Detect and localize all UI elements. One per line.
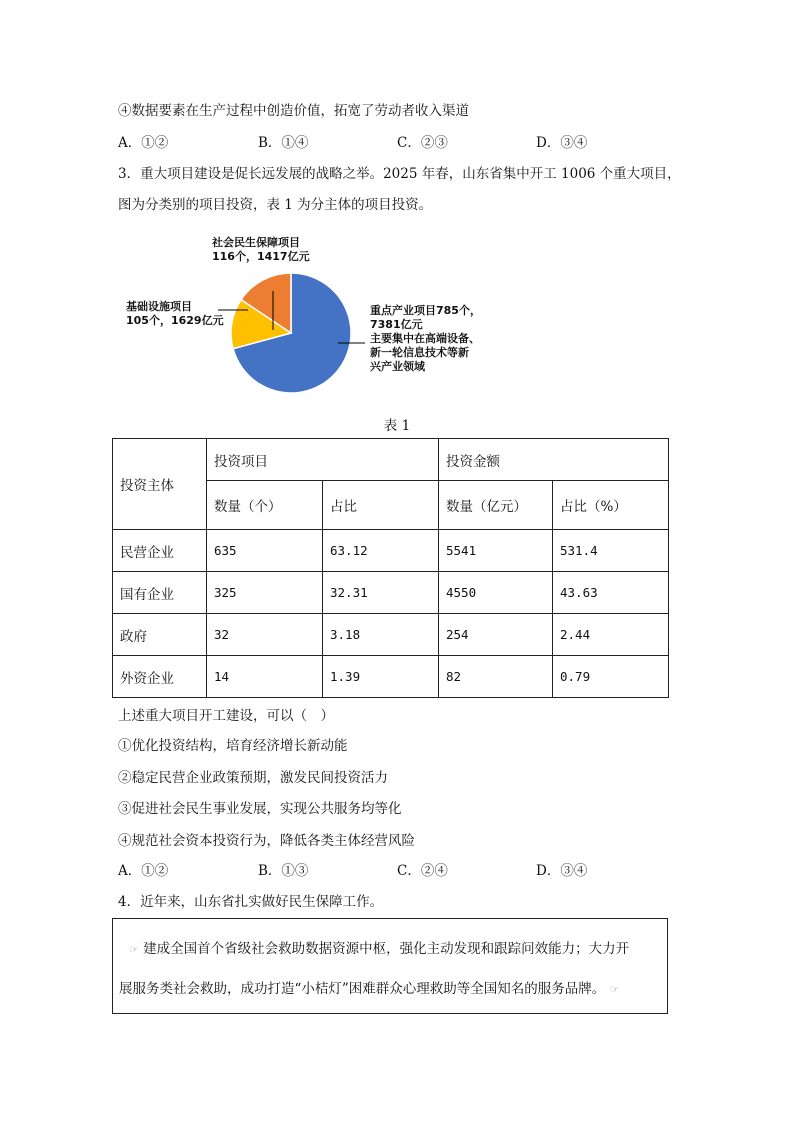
table-row bbox=[113, 572, 669, 614]
label-key-amount: 7381亿元 bbox=[370, 318, 423, 331]
table-row bbox=[113, 530, 669, 572]
cell-count-share: 1.39 bbox=[323, 656, 439, 698]
q3-stem-line2: 图为分类别的项目投资，表 1 为分主体的项目投资。 bbox=[118, 197, 433, 213]
label-infra-name: 基础设施项目 bbox=[126, 300, 192, 313]
q3-options bbox=[118, 861, 638, 881]
cell-amount-share: 43.63 bbox=[553, 572, 669, 614]
label-social bbox=[212, 236, 310, 264]
q4-box-line2 bbox=[119, 977, 619, 997]
q4-material-box bbox=[112, 918, 668, 1014]
cell-amount-share: 0.79 bbox=[553, 656, 669, 698]
q3-option-c[interactable]: C．②④ bbox=[397, 863, 448, 879]
q4-stem: 4．近年来，山东省扎实做好民生保障工作。 bbox=[118, 894, 384, 910]
pie-chart bbox=[200, 255, 380, 405]
hand-pointer-icon: ☞ bbox=[129, 943, 139, 956]
label-social-value: 116个，1417亿元 bbox=[212, 250, 310, 263]
cell-subject: 国有企业 bbox=[113, 572, 207, 614]
q3-stem-line1: 3．重大项目建设是促长远发展的战略之举。2025 年春，山东省集中开工 1006 个重大项目， bbox=[118, 166, 681, 182]
label-key-count: 重点产业项目785个， bbox=[370, 304, 481, 317]
cell-count-share: 3.18 bbox=[323, 614, 439, 656]
q3-item1: ①优化投资结构，培育经济增长新动能 bbox=[118, 738, 348, 754]
subheader-amount-share: 占比（%） bbox=[553, 481, 669, 530]
cell-amount: 82 bbox=[439, 656, 553, 698]
cell-amount: 254 bbox=[439, 614, 553, 656]
q3-item3: ③促进社会民生事业发展，实现公共服务均等化 bbox=[118, 801, 402, 817]
subheader-amount: 数量（亿元） bbox=[439, 481, 553, 530]
cell-count: 14 bbox=[207, 656, 323, 698]
cell-count: 32 bbox=[207, 614, 323, 656]
label-infra bbox=[126, 300, 224, 328]
label-key-note-2: 新一轮信息技术等新 bbox=[370, 346, 469, 359]
label-key bbox=[370, 304, 481, 374]
q2-item4: ④数据要素在生产过程中创造价值，拓宽了劳动者收入渠道 bbox=[118, 103, 469, 119]
cell-count-share: 32.31 bbox=[323, 572, 439, 614]
q2-option-a[interactable]: A．①② bbox=[118, 135, 169, 151]
cell-count: 635 bbox=[207, 530, 323, 572]
cell-amount: 5541 bbox=[439, 530, 553, 572]
header-amount: 投资金额 bbox=[439, 439, 669, 481]
cell-amount-share: 2.44 bbox=[553, 614, 669, 656]
q2-option-c[interactable]: C．②③ bbox=[397, 135, 448, 151]
q4-box-text1: 建成全国首个省级社会救助数据资源中枢，强化主动发现和跟踪问效能力；大力开 bbox=[143, 941, 630, 957]
subheader-count-share: 占比 bbox=[323, 481, 439, 530]
table-caption: 表 1 bbox=[383, 418, 411, 434]
q3-question: 上述重大项目开工建设，可以（ ） bbox=[118, 708, 334, 724]
cell-amount-share: 531.4 bbox=[553, 530, 669, 572]
label-infra-value: 105个，1629亿元 bbox=[126, 314, 224, 327]
label-key-note-3: 兴产业领域 bbox=[370, 360, 425, 373]
q4-box-text2: 展服务类社会救助，成功打造“小桔灯”困难群众心理救助等全国知名的服务品牌。 bbox=[119, 981, 606, 997]
q3-item4: ④规范社会资本投资行为，降低各类主体经营风险 bbox=[118, 833, 415, 849]
q2-option-d[interactable]: D．③④ bbox=[536, 135, 588, 151]
investment-table bbox=[112, 438, 669, 698]
q2-options bbox=[118, 133, 638, 153]
cell-count-share: 63.12 bbox=[323, 530, 439, 572]
q3-option-b[interactable]: B．①③ bbox=[258, 863, 309, 879]
cell-count: 325 bbox=[207, 572, 323, 614]
label-social-name: 社会民生保障项目 bbox=[212, 236, 300, 249]
q3-option-a[interactable]: A．①② bbox=[118, 863, 169, 879]
q2-option-b[interactable]: B．①④ bbox=[258, 135, 309, 151]
q3-item2: ②稳定民营企业政策预期，激发民间投资活力 bbox=[118, 770, 388, 786]
q3-option-d[interactable]: D．③④ bbox=[536, 863, 588, 879]
cell-subject: 外资企业 bbox=[113, 656, 207, 698]
table-row bbox=[113, 656, 669, 698]
q4-box-line1 bbox=[129, 937, 629, 957]
cell-subject: 民营企业 bbox=[113, 530, 207, 572]
table-row bbox=[113, 614, 669, 656]
label-key-note-1: 主要集中在高端设备、 bbox=[370, 332, 480, 345]
header-projects: 投资项目 bbox=[207, 439, 439, 481]
cell-subject: 政府 bbox=[113, 614, 207, 656]
subheader-count: 数量（个） bbox=[207, 481, 323, 530]
table-header-row bbox=[113, 439, 669, 481]
hand-pointer-icon: ☞ bbox=[609, 983, 620, 996]
header-subject: 投资主体 bbox=[113, 439, 207, 530]
cell-amount: 4550 bbox=[439, 572, 553, 614]
